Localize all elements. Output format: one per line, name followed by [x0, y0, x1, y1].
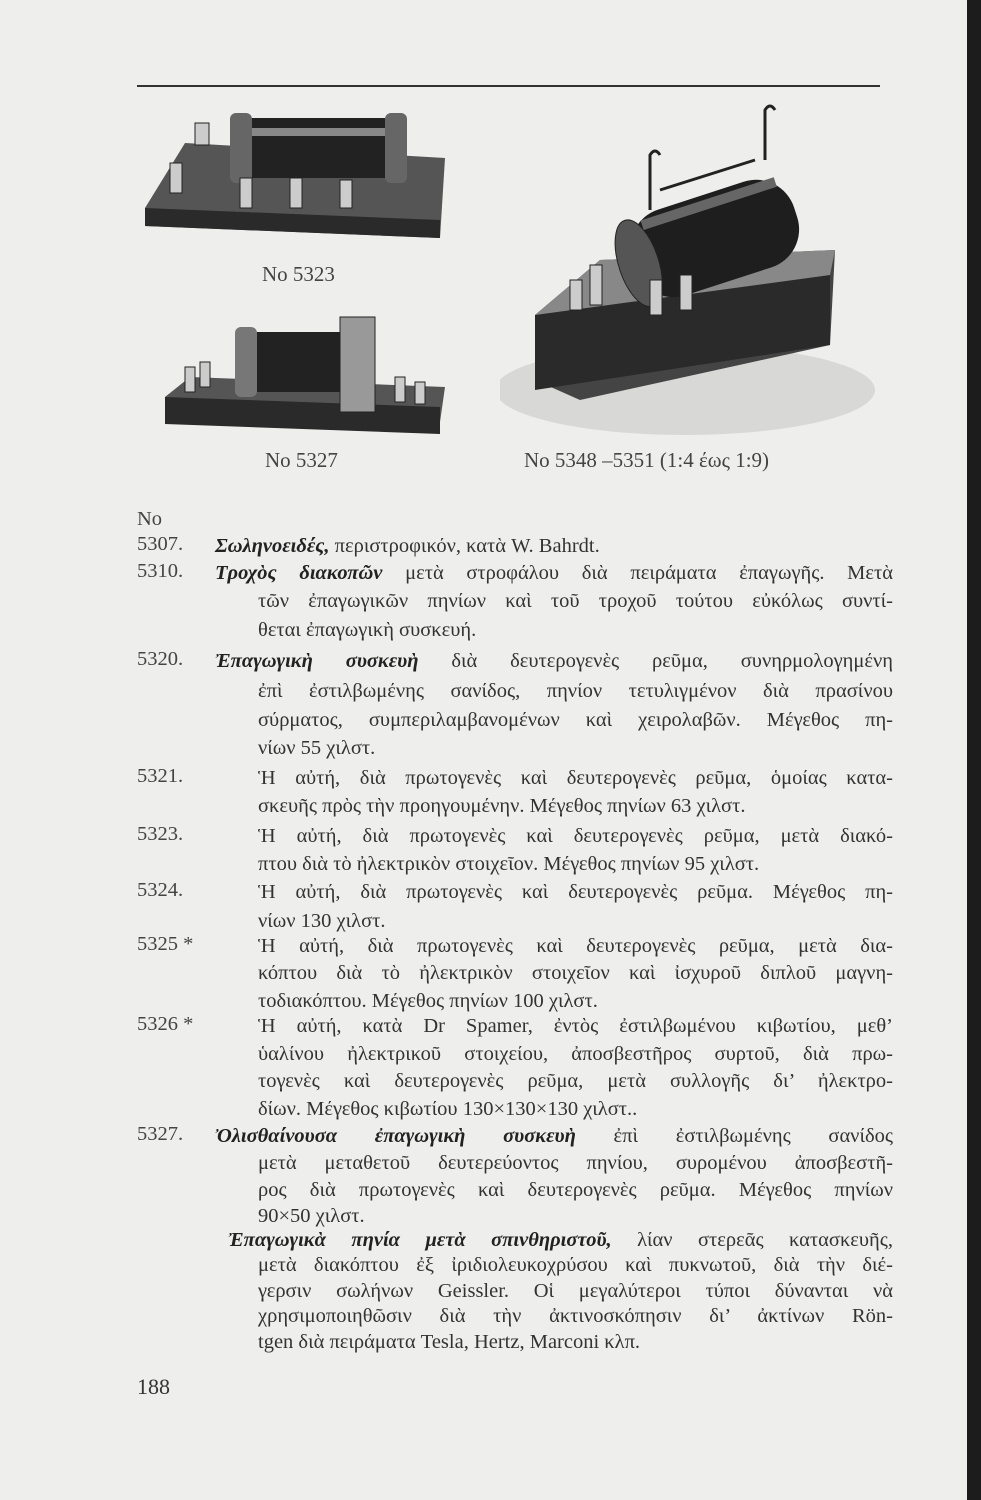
page-number: 188: [137, 1374, 170, 1399]
entry-line: [258, 1177, 893, 1203]
entry-line: [258, 1278, 893, 1304]
entry-line: [258, 879, 893, 905]
entry-line: [258, 678, 893, 704]
scan-edge: [967, 0, 981, 1500]
entry-line: [258, 1041, 893, 1067]
entry-number: 5327.: [137, 1123, 184, 1145]
entry-text: ρος διὰ πρωτογενὲς καὶ δευτερογενὲς ρεῦμα. Μέγεθος πηνίων: [258, 1179, 893, 1201]
entry-line: [258, 1329, 640, 1355]
entry-text: τοδιακόπτου. Μέγεθος πηνίων 100 χιλστ.: [258, 990, 598, 1012]
entry-line: [258, 933, 893, 959]
figure-caption: No 5327: [265, 448, 338, 472]
entry-line: [258, 588, 893, 614]
entry-text: σύρματος, συμπεριλαμβανομένων καὶ χειρολαβῶν. Μέγεθος πη-: [258, 709, 893, 731]
entry-text: διὰ δευτερογενὲς ρεῦμα, συνηρμολογημένη: [418, 650, 893, 672]
entry-line: [215, 1123, 893, 1149]
entry-number: 5310.: [137, 560, 184, 582]
entry-title: Ἐπαγωγικὰ πηνία μετὰ σπινθηριστοῦ,: [228, 1229, 612, 1251]
entry-line: [258, 1303, 893, 1329]
entry-line: [258, 735, 375, 761]
entry-number: 5324.: [137, 879, 184, 901]
entry-text: τῶν ἐπαγωγικῶν πηνίων καὶ τοῦ τροχοῦ τούτου εὐκόλως συντί-: [258, 590, 893, 612]
entry-number: 5323.: [137, 823, 184, 845]
entry-text: 90×50 χιλστ.: [258, 1205, 365, 1227]
entry-text: νίων 55 χιλστ.: [258, 737, 376, 759]
entry-text: λίαν στερεᾶς κατασκευῆς,: [611, 1229, 893, 1251]
entry-number: 5307.: [137, 533, 184, 555]
entry-text: ἐπὶ ἐστιλβωμένης σανίδος: [575, 1125, 893, 1147]
entry-title: Σωληνοειδές,: [215, 535, 330, 557]
figure-caption: No 5348 –5351 (1:4 έως 1:9): [524, 448, 770, 472]
entry-line: [258, 765, 893, 791]
entry-text: Ἡ αὐτή, διὰ πρωτογενὲς καὶ δευτερογενὲς ρεῦμα. Μέγεθος πη-: [258, 881, 893, 903]
entry-title: Τροχὸς διακοπῶν: [215, 562, 383, 584]
entry-text: νίων 130 χιλστ.: [258, 910, 386, 932]
entry-title: Ὀλισθαίνουσα ἐπαγωγικὴ συσκευὴ: [215, 1125, 576, 1147]
header-rule: [137, 85, 880, 87]
induction-coil-5348-illustration: [500, 100, 880, 440]
entry-line: [258, 851, 759, 877]
entry-text: Ἡ αὐτή, διὰ πρωτογενὲς καὶ δευτερογενὲς ρεῦμα, ὁμοίας κατα-: [258, 767, 893, 789]
entry-line: [258, 823, 893, 849]
entry-line: [258, 960, 893, 986]
entry-line: [215, 560, 893, 586]
entry-line: [258, 1013, 893, 1039]
entry-text: περιστροφικόν, κατὰ W. Bahrdt.: [329, 535, 600, 557]
entry-line: [258, 707, 893, 733]
entry-text: γερσιν σωλήνων Geissler. Οἱ μεγαλύτεροι τύποι δύνανται νὰ: [258, 1280, 893, 1302]
entry-text: Ἡ αὐτή, διὰ πρωτογενὲς καὶ δευτερογενὲς ρεῦμα, μετὰ δια-: [258, 935, 893, 957]
entry-line: [258, 908, 386, 934]
entry-text: χρησιμοποιηθῶσιν διὰ τὴν ἀκτινοσκόπησιν δι’ ἀκτίνων Rön-: [258, 1305, 893, 1327]
entry-text: μετὰ μεταθετοῦ δευτερεύοντος πηνίου, συρομένου ἀποσβεστῆ-: [258, 1152, 893, 1174]
entry-line: [228, 1227, 893, 1253]
entry-title: Ἐπαγωγικὴ συσκευὴ: [215, 650, 419, 672]
entry-number: 5321.: [137, 765, 184, 787]
figure-caption: No 5323: [262, 262, 335, 286]
sliding-induction-coil-5327-illustration: [165, 312, 447, 440]
entry-text: tgen διὰ πειράματα Tesla, Hertz, Marconi κλπ.: [258, 1331, 641, 1353]
entry-number: 5325 *: [137, 933, 194, 955]
entry-text: σκευῆς πρὸς τὴν προηγουμένην. Μέγεθος πηνίων 63 χιλστ.: [258, 795, 746, 817]
entry-line: [258, 617, 476, 643]
entry-text: Ἡ αὐτή, κατὰ Dr Spamer, ἐντὸς ἐστιλβωμένου κιβωτίου, μεθ’: [258, 1015, 893, 1037]
entry-line: [258, 1068, 893, 1094]
entry-text: ἐπὶ ἐστιλβωμένης σανίδος, πηνίον τετυλιγμένον διὰ πρασίνου: [258, 680, 893, 702]
entry-number: 5320.: [137, 648, 184, 670]
entry-line: [258, 793, 745, 819]
induction-coil-5323-illustration: [140, 108, 450, 243]
entry-text: κόπτου διὰ τὸ ἠλεκτρικὸν στοιχεῖον καὶ ἰσχυροῦ διπλοῦ μαγνη-: [258, 962, 893, 984]
entry-line: [258, 1096, 637, 1122]
entry-text: πτου διὰ τὸ ἠλεκτρικὸν στοιχεῖον. Μέγεθος πηνίων 95 χιλστ.: [258, 853, 760, 875]
entry-text: μετὰ στροφάλου διὰ πειράματα ἐπαγωγῆς. Μετὰ: [382, 562, 894, 584]
entry-line: [258, 1203, 365, 1229]
entry-line: [258, 1252, 893, 1278]
entry-text: τογενὲς καὶ δευτερογενὲς ρεῦμα, μετὰ συλλογῆς δι’ ἠλεκτρο-: [258, 1070, 893, 1092]
entry-text: δίων. Μέγεθος κιβωτίου 130×130×130 χιλστ..: [258, 1098, 638, 1120]
entry-text: ὑαλίνου ἠλεκτρικοῦ στοιχείου, ἀποσβεστῆρος συρτοῦ, διὰ πρω-: [258, 1043, 893, 1065]
entry-number: 5326 *: [137, 1013, 194, 1035]
entry-text: Ἡ αὐτή, διὰ πρωτογενὲς καὶ δευτερογενὲς ρεῦμα, μετὰ διακό-: [258, 825, 893, 847]
entry-line: [215, 648, 893, 674]
list-header: No: [137, 508, 163, 530]
entry-line: [215, 533, 600, 559]
entry-line: [258, 988, 598, 1014]
entry-text: θεται ἐπαγωγικὴ συσκευή.: [258, 619, 477, 641]
entry-line: [258, 1150, 893, 1176]
entry-text: μετὰ διακόπτου ἐξ ἰριδιολευκοχρύσου καὶ πυκνωτοῦ, διὰ τὴν διέ-: [258, 1254, 893, 1276]
